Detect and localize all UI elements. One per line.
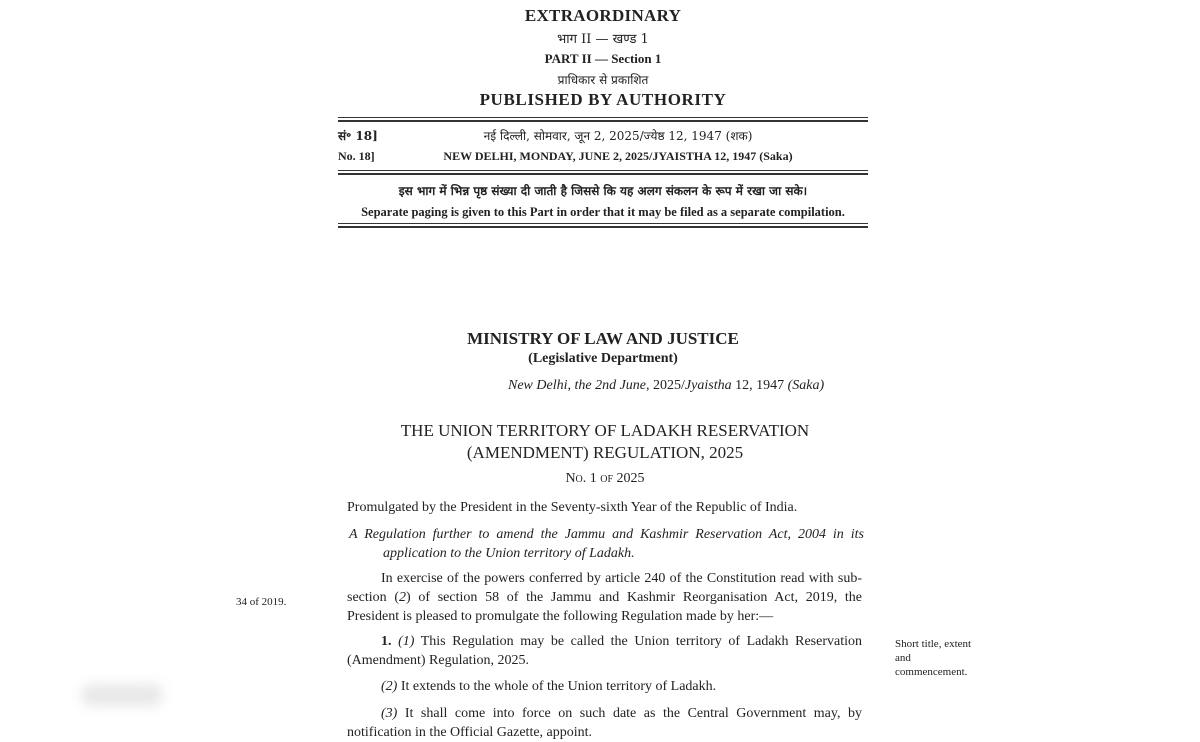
paging-note-english: Separate paging is given to this Part in order that it may be filed as a separate compilation. [361,205,845,219]
regulation-title-line2: (AMENDMENT) REGULATION, 2025 [466,443,744,462]
preamble-part-c: ) of section 58 of the Jammu and Kashmir Reorganisation Act, 2019, the President is pleased to promulgate the following Regulation made by her:— [347,590,862,624]
section-1-2-text: It extends to the whole of the Union territory of Ladakh. [397,679,717,694]
subsection-2: (2) [381,679,398,694]
long-title: A Regulation further to amend the Jammu and Kashmir Reservation Act, 2004 in its application to the Union territory of Ladakh. [349,527,864,561]
promulgation-text: Promulgated by the President in the Seventy-sixth Year of the Republic of India. [347,500,798,515]
issue-date-hindi: नई दिल्ली, सोमवार, जून 2, 2025/ज्येष्ठ 12, 1947 (शक) [483,129,753,143]
double-rule [338,170,868,175]
published-english: PUBLISHED BY AUTHORITY [479,90,727,109]
ministry-name: MINISTRY OF LAW AND JUSTICE [467,329,739,348]
published-hindi: प्राधिकार से प्रकाशित [557,73,649,87]
double-rule [338,117,868,122]
part-hindi: भाग II — खण्ड 1 [557,32,649,47]
dateline-day: 12, 1947 [731,378,788,393]
section-1-1-text: This Regulation may be called the Union territory of Ladakh Reservation (Amendment) Regulation, 2025. [347,634,863,668]
dateline-month: Jyaistha [684,378,732,393]
department-name: (Legislative Department) [528,351,678,366]
issue-number-english: No. 18] [338,149,375,163]
dateline-place: New Delhi, the 2nd June, [508,378,650,393]
section-1-3-text: It shall come into force on such date as the Central Government may, by notification in the Official Gazette, appoint. [347,706,862,740]
dateline [508,378,824,394]
preamble-part-a: In exercise of the powers conferred by article 240 of the Constitution read with sub-section ( [347,571,862,605]
dateline-era: (Saka) [787,378,825,393]
margin-note-act-reference: 34 of 2019. [236,596,287,608]
preamble [347,569,862,626]
dateline-year: 2025/ [649,378,685,393]
regulation-title-line1: THE UNION TERRITORY OF LADAKH RESERVATION [400,421,810,440]
subsection-3: (3) [381,706,398,721]
issue-date-english: NEW DELHI, MONDAY, JUNE 2, 2025/JYAISTHA 12, 1947 (Saka) [443,149,793,163]
blurred-watermark [82,684,162,706]
subsection-1: (1) [398,634,415,649]
extraordinary-heading: EXTRAORDINARY [524,6,682,25]
double-rule [338,223,868,228]
margin-note-section-heading: Short title, extent and commencement. [895,638,972,678]
section-1-2 [347,677,862,696]
paging-note-hindi: इस भाग में भिन्न पृष्ठ संख्या दी जाती है जिससे कि यह अलग संकलन के रूप में रखा जा सके। [398,184,808,198]
section-1-3 [347,704,862,742]
section-number: 1. [381,634,392,649]
section-1-1 [347,632,862,670]
part-english: PART II — Section 1 [544,51,662,66]
preamble-subsection: 2 [399,590,407,605]
regulation-number: No. 1 of 2025 [565,471,645,486]
issue-number-hindi: सं॰ 18] [338,129,378,143]
